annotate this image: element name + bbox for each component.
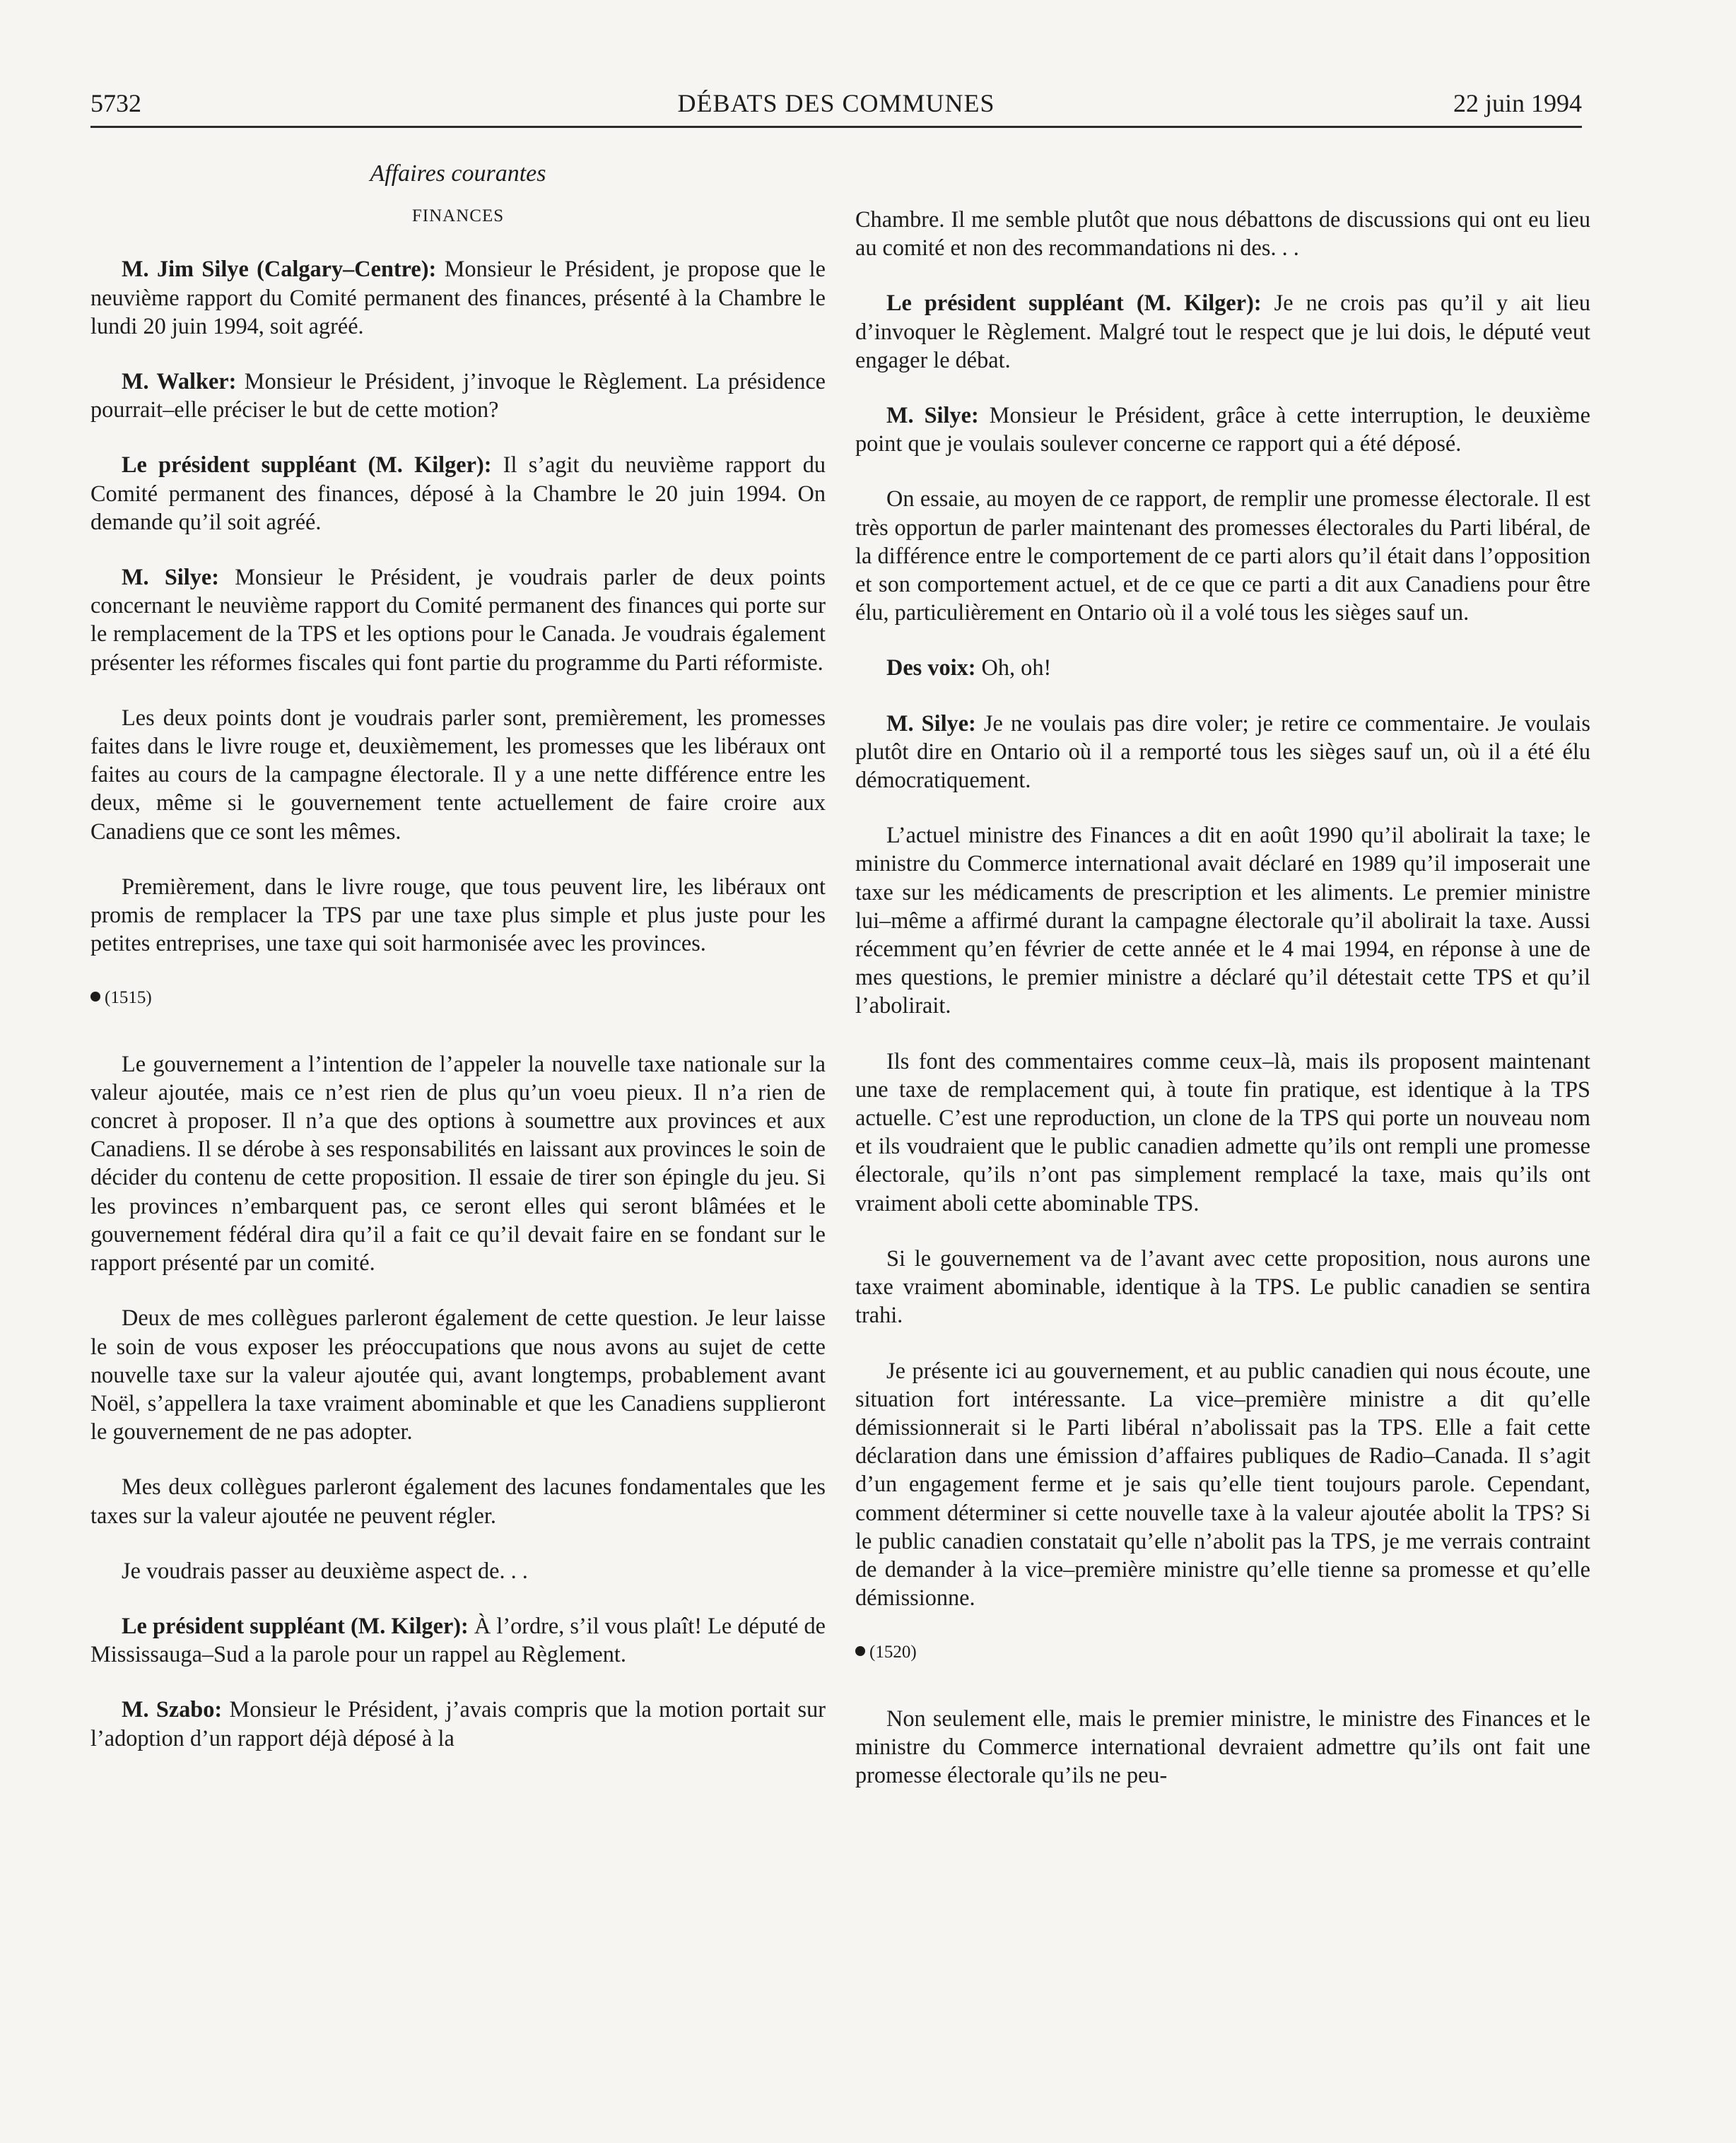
paragraph: [855, 821, 1590, 1019]
paragraph: [855, 1047, 1590, 1217]
paragraph: [855, 288, 1590, 374]
right-column-paragraphs-continued: [855, 1704, 1590, 1790]
paragraph-text: Monsieur le Président, grâce à cette interruption, le deuxième point que je voulais soulever concerne ce rapport qui a été déposé.: [855, 402, 1591, 457]
paragraph: [855, 484, 1590, 626]
paragraph-text: On essaie, au moyen de ce rapport, de remplir une promesse électorale. Il est très opportun de parler maintenant des promesses électorales du Parti libéral, de la différence entre le comportement de ce parti alors qu’il était dans l’opposition et son comportement actuel, et de ce que ce parti a dit aux Canadiens pour être élu, particulièrement en Ontario où il a volé tous les sièges sauf un.: [855, 486, 1590, 626]
paragraph: [90, 563, 826, 676]
paragraph-text: Premièrement, dans le livre rouge, que tous peuvent lire, les libéraux ont promis de remplacer la TPS par une taxe plus simple et plus juste pour les petites entreprises, une taxe qui soit harmonisée avec les provinces.: [90, 873, 826, 956]
paragraph-text: Mes deux collègues parleront également des lacunes fondamentales que les taxes sur la valeur ajoutée ne peuvent régler.: [90, 1474, 826, 1528]
paragraph: [90, 1695, 826, 1751]
paragraph: [90, 367, 826, 423]
paragraph: [90, 254, 826, 340]
paragraph-text: Il s’agit du neuvième rapport du Comité permanent des finances, déposé à la Chambre le 20 juin 1994. On demande qu’il soit agréé.: [90, 452, 826, 534]
page-date: 22 juin 1994: [1453, 89, 1582, 117]
paragraph-text: Monsieur le Président, j’invoque le Règlement. La présidence pourrait–elle préciser le but de cette motion?: [90, 368, 826, 423]
paragraph: [90, 1050, 826, 1277]
paragraph-text: Monsieur le Président, je propose que le neuvième rapport du Comité permanent des finances, présenté à la Chambre le lundi 20 juin 1994, soit agréé.: [90, 256, 826, 339]
speaker-name: Le président suppléant (M. Kilger):: [122, 1612, 469, 1638]
paragraph: [855, 401, 1590, 457]
left-column-paragraphs: [90, 254, 826, 957]
speaker-name: Le président suppléant (M. Kilger):: [122, 452, 492, 478]
speaker-name: M. Szabo:: [122, 1696, 223, 1722]
paragraph: [855, 1356, 1590, 1612]
paragraph-text: Non seulement elle, mais le premier ministre, le ministre des Finances et le ministre du Commerce international devraient admettre qu’ils ont fait une promesse électorale qu’ils ne peu-: [855, 1705, 1590, 1787]
page-header: [90, 83, 1582, 123]
bullet-icon: [90, 992, 100, 1002]
paragraph: [855, 653, 1590, 681]
time-marker: (1520): [855, 1638, 1590, 1667]
bullet-icon: [855, 1646, 865, 1656]
paragraph-text: Deux de mes collègues parleront également de cette question. Je leur laisse le soin de vous exposer les préoccupations que nous avons au sujet de cette nouvelle taxe sur la valeur ajoutée qui, avant longtemps, probablement avant Noël, s’appellera la taxe vraiment abominable et que les Canadiens supplieront le gouvernement de ne pas adopter.: [90, 1305, 826, 1445]
paragraph: [855, 1244, 1590, 1329]
speaker-name: M. Silye:: [122, 564, 219, 590]
right-column: [855, 205, 1590, 1816]
speaker-name: Le président suppléant (M. Kilger):: [886, 290, 1262, 316]
paragraph-text: Je ne crois pas qu’il y ait lieu d’invoquer le Règlement. Malgré tout le respect que je lui dois, le député veut engager le débat.: [855, 290, 1590, 372]
speaker-name: M. Silye:: [886, 402, 979, 428]
speaker-name: Des voix:: [886, 654, 976, 681]
header-rule: [90, 126, 1582, 128]
left-column: [90, 154, 826, 1779]
paragraph: [90, 1472, 826, 1529]
section-subtitle: FINANCES: [411, 206, 505, 226]
paragraph-text: Ils font des commentaires comme ceux–là, mais ils proposent maintenant une taxe de remplacement qui, à toute fin pratique, est identique à la TPS actuelle. C’est une reproduction, un clone de la TPS qui porte un nouveau nom et ils voudraient que le public canadien admette qu’ils ont rempli une promesse électorale, qu’ils n’ont pas simplement remplacé la taxe, mais qu’ils ont vraiment aboli cette abominable TPS.: [855, 1047, 1590, 1216]
paragraph: [855, 709, 1590, 794]
publication-title: DÉBATS DES COMMUNES: [677, 89, 995, 117]
speaker-name: M. Walker:: [122, 368, 237, 394]
paragraph-text: Les deux points dont je voudrais parler sont, premièrement, les promesses faites dans le livre rouge et, deuxièmement, les promesses que les libéraux ont faites au cours de la campagne électorale. Il y a une nette différence entre les deux, même si le gouvernement tente actuellement de faire croire aux Canadiens que ce sont les mêmes.: [90, 704, 826, 844]
paragraph: [90, 1611, 826, 1668]
paragraph: [90, 1303, 826, 1445]
paragraph-text: Si le gouvernement va de l’avant avec cette proposition, nous aurons une taxe vraiment abominable, identique à la TPS. Le public canadien se sentira trahi.: [855, 1245, 1590, 1328]
paragraph-text: Monsieur le Président, j’avais compris que la motion portait sur l’adoption d’un rapport déjà déposé à la: [90, 1696, 826, 1751]
page-number: 5732: [90, 89, 141, 117]
paragraph: [90, 872, 826, 958]
paragraph-text: Oh, oh!: [975, 654, 1052, 681]
right-column-paragraphs: [855, 205, 1590, 1611]
paragraph-text: Le gouvernement a l’intention de l’appeler la nouvelle taxe nationale sur la valeur ajoutée, mais ce n’est rien de plus qu’un voeu pieux. Il n’a rien de concret à proposer. Il n’a que des options à soumettre aux provinces et aux Canadiens. Il se dérobe à ses responsabilités en laissant aux provinces le soin de décider du contenu de cette proposition. Il essaie de tirer son épingle du jeu. Si les provinces n’embarquent pas, ce seront elles qui seront blâmées et le gouvernement fédéral dira qu’il a fait ce qu’il devait faire en se fondant sur le rapport présenté par un comité.: [90, 1050, 826, 1276]
paragraph: [855, 1704, 1590, 1790]
paragraph-text: Je présente ici au gouvernement, et au public canadien qui nous écoute, une situation fort intéressante. La vice–première ministre a dit qu’elle démissionnerait si le Parti libéral n’abolissait pas la TPS. Elle a fait cette déclaration dans une émission d’affaires publiques de Radio–Canada. Il s’agit d’un engagement ferme et je sais qu’elle tient toujours parole. Cependant, comment déterminer si cette nouvelle taxe à la valeur ajoutée abolit la TPS? Si le public canadien constatait qu’elle n’abolit pas la TPS, je me verrais contraint de demander à la vice–première ministre qu’elle tienne sa promesse et qu’elle démissionne.: [855, 1357, 1590, 1611]
paragraph-text: Monsieur le Président, je voudrais parler de deux points concernant le neuvième rapport du Comité permanent des finances qui porte sur le remplacement de la TPS et les options pour le Canada. Je voudrais également présenter les réformes fiscales qui font partie du programme du Parti réformiste.: [90, 564, 826, 675]
section-title: Affaires courantes: [370, 160, 546, 187]
time-marker: (1515): [90, 984, 826, 1012]
paragraph-text: À l’ordre, s’il vous plaît! Le député de Mississauga–Sud a la parole pour un rappel au Règlement.: [90, 1612, 826, 1667]
speaker-name: M. Silye:: [886, 710, 976, 736]
paragraph: [855, 205, 1590, 262]
paragraph: [90, 703, 826, 845]
paragraph-text: Chambre. Il me semble plutôt que nous débattons de discussions qui ont eu lieu au comité et non des recommandations ni des. . .: [855, 206, 1590, 261]
paragraph-text: Je ne voulais pas dire voler; je retire ce commentaire. Je voulais plutôt dire en Ontario où il a remporté tous les sièges sauf un, où il a été élu démocratiquement.: [855, 710, 1590, 793]
left-column-paragraphs-continued: [90, 1050, 826, 1752]
paragraph: [90, 450, 826, 536]
paragraph-text: Je voudrais passer au deuxième aspect de. . .: [122, 1557, 528, 1583]
speaker-name: M. Jim Silye (Calgary–Centre):: [122, 256, 437, 282]
paragraph: [90, 1556, 826, 1585]
paragraph-text: L’actuel ministre des Finances a dit en août 1990 qu’il abolirait la taxe; le ministre du Commerce international avait déclaré en 1989 qu’il imposerait une taxe sur les médicaments de prescription et les aliments. Le premier ministre lui–même a affirmé durant la campagne électorale qu’il abolirait la taxe. Aussi récemment qu’en février de cette année et le 4 mai 1994, en réponse à une de mes questions, le premier ministre a déclaré qu’il détestait cette TPS et qu’il l’abolirait.: [855, 822, 1590, 1018]
